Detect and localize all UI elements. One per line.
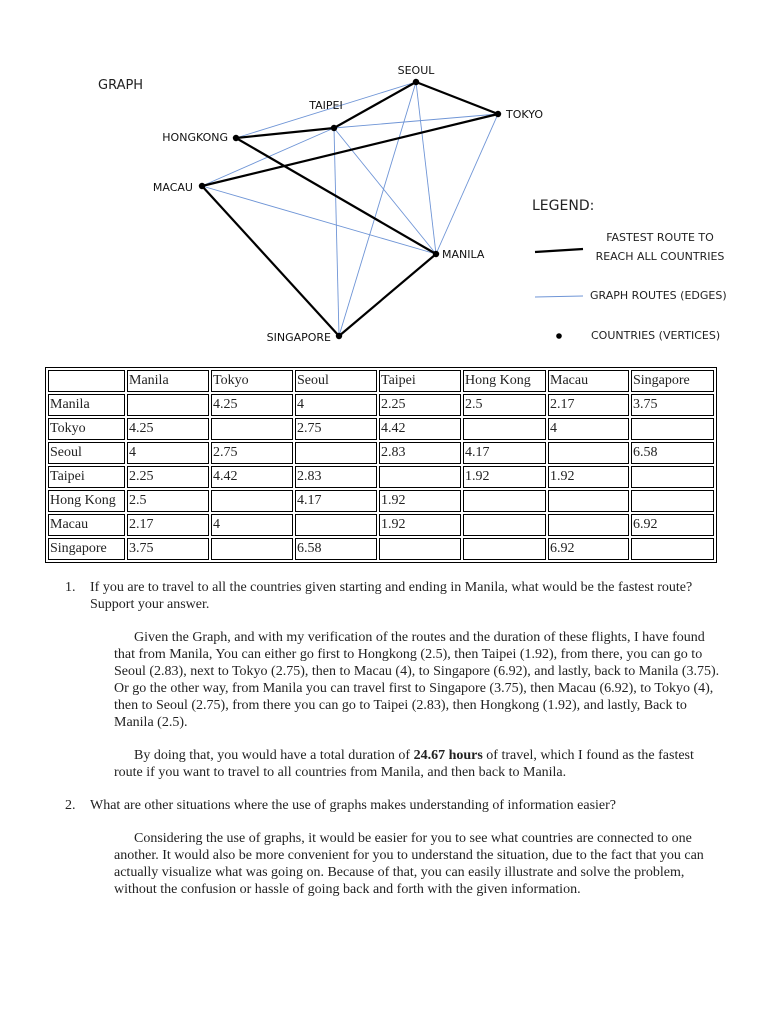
route-singapore-manila [339,254,436,336]
table-row [48,490,714,512]
table-cell: Hong Kong [463,370,546,392]
row-header-cell: Singapore [48,538,125,560]
table-cell [631,538,714,560]
table-cell [463,538,546,560]
vertex-manila [433,251,439,257]
legend-vertex-dot [556,333,562,339]
question-1 [65,579,725,613]
vertex-seoul [413,79,419,85]
edge-manila-taipei [334,128,436,254]
table-cell: 4 [548,418,629,440]
table-cell [211,538,293,560]
table-cell: 4.42 [211,466,293,488]
table-cell: 1.92 [379,490,461,512]
vertex-label-macau: MACAU [152,181,193,194]
row-header-cell: Seoul [48,442,125,464]
row-header-cell [48,370,125,392]
question-text: If you are to travel to all the countries given starting and ending in Manila, what would be the fastest route? Support your answer. [90,580,693,612]
distance-table [45,367,717,563]
answer-paragraph: Given the Graph, and with my verification of the routes and the duration of these flights, I have found that from Manila, You can either go first to Hongkong (2.5), then Taipei (1.92), from there, you can go to Seoul (2.83), next to Tokyo (2.75), then to Macau (4), to Singapore (6.92), and lastly, back to Manila (3.75). Or go the other way, from Manila you can travel first to Singapore (3.75), then Macau (6.92), to Tokyo (4), then to Seoul (2.75), from there you can go to Taipei (2.83), then Hongkong (1.92), and lastly, Back to Manila (2.5). [114,630,720,730]
table-cell: 4 [127,442,209,464]
question-number: 1. [65,580,76,595]
table-cell: 1.92 [379,514,461,536]
table-cell: Manila [127,370,209,392]
answer-paragraph: By doing that, you would have a total duration of 24.67 hours of travel, which I found as the fastest route if you want to travel to all countries from Manila, and then back to Manila. [114,748,694,780]
vertex-macau [199,183,205,189]
table-row [48,538,714,560]
table-cell: 3.75 [127,538,209,560]
table-row [48,394,714,416]
table-cell: 1.92 [463,466,546,488]
edge-manila-seoul [416,82,436,254]
vertex-taipei [331,125,337,131]
vertex-label-hongkong: HONGKONG [162,131,228,144]
route-tokyo-macau [202,114,498,186]
table-cell: 4.25 [127,418,209,440]
table-cell: 2.25 [127,466,209,488]
route-graph [0,0,768,360]
table-cell: 6.58 [631,442,714,464]
table-cell: 4.25 [211,394,293,416]
table-cell [463,514,546,536]
table-cell: 4.17 [295,490,377,512]
questions-and-answers [65,579,725,898]
table-cell [379,538,461,560]
table-cell [211,490,293,512]
edge-manila-macau [202,186,436,254]
table-row [48,442,714,464]
table-cell: Seoul [295,370,377,392]
table-cell [631,490,714,512]
table-cell: 4.42 [379,418,461,440]
question-number: 2. [65,798,76,813]
table-cell: 6.58 [295,538,377,560]
row-header-cell: Taipei [48,466,125,488]
table-cell: 6.92 [548,538,629,560]
table-cell [631,418,714,440]
edge-taipei-singapore [334,128,339,336]
table-cell [463,418,546,440]
route-seoul-tokyo [416,82,498,114]
table-cell: 4 [295,394,377,416]
table-header-row [48,370,714,392]
question-2 [65,797,725,814]
table-cell [295,442,377,464]
table-cell: 4.17 [463,442,546,464]
table-cell: 2.83 [379,442,461,464]
vertex-label-taipei: TAIPEI [309,99,343,112]
table-cell: 2.25 [379,394,461,416]
question-text: What are other situations where the use of graphs makes understanding of information easier? [90,798,616,813]
table-cell: 2.75 [211,442,293,464]
vertex-label-seoul: SEOUL [397,64,435,77]
table-cell: Singapore [631,370,714,392]
vertex-label-manila: MANILA [442,248,485,261]
table-cell [211,418,293,440]
legend-fastest-label: FASTEST ROUTE TO REACH ALL COUNTRIES [595,231,725,263]
table-cell: 2.17 [127,514,209,536]
table-row [48,418,714,440]
table-cell: 1.92 [548,466,629,488]
edge-manila-tokyo [436,114,498,254]
fastest-route [202,82,498,336]
legend-vertices-label: COUNTRIES (VERTICES) [591,329,721,342]
table-cell: 2.17 [548,394,629,416]
table-cell: 2.75 [295,418,377,440]
graph-title: GRAPH [98,78,144,93]
table-cell: Taipei [379,370,461,392]
table-cell [548,514,629,536]
table-cell [127,394,209,416]
table-cell [463,490,546,512]
vertex-label-tokyo: TOKYO [506,108,543,121]
answer-paragraph: Considering the use of graphs, it would be easier for you to see what countries are connected to one another. It would also be more convenient for you to understand the situation, due to the fact that you can actually visualize what was going on. Because of that, you can easily illustrate and solve the problem, without the confusion or hassle of going back and forth with the given information. [114,831,704,897]
vertex-label-singapore: SINGAPORE [266,331,331,344]
table-cell: Macau [548,370,629,392]
table-cell [631,466,714,488]
legend-edges-label: GRAPH ROUTES (EDGES) [590,289,727,302]
legend-title: LEGEND: [532,198,595,214]
table-cell [295,514,377,536]
row-header-cell: Tokyo [48,418,125,440]
vertex-hongkong [233,135,239,141]
route-manila-hongkong [236,138,436,254]
table-cell: Tokyo [211,370,293,392]
table-row [48,466,714,488]
row-header-cell: Macau [48,514,125,536]
route-macau-singapore [202,186,339,336]
table-cell [379,466,461,488]
row-header-cell: Hong Kong [48,490,125,512]
vertex-singapore [336,333,342,339]
table-cell: 4 [211,514,293,536]
edge-seoul-singapore [339,82,416,336]
table-cell: 2.5 [463,394,546,416]
table-cell [548,442,629,464]
table-cell: 3.75 [631,394,714,416]
legend-fastest-line-swatch [535,249,583,252]
total-duration: 24.67 hours [413,748,483,763]
table-row [48,514,714,536]
row-header-cell: Manila [48,394,125,416]
table-cell: 6.92 [631,514,714,536]
table-cell: 2.83 [295,466,377,488]
table-cell [548,490,629,512]
vertex-tokyo [495,111,501,117]
table-cell: 2.5 [127,490,209,512]
legend-edge-line-swatch [535,296,583,297]
